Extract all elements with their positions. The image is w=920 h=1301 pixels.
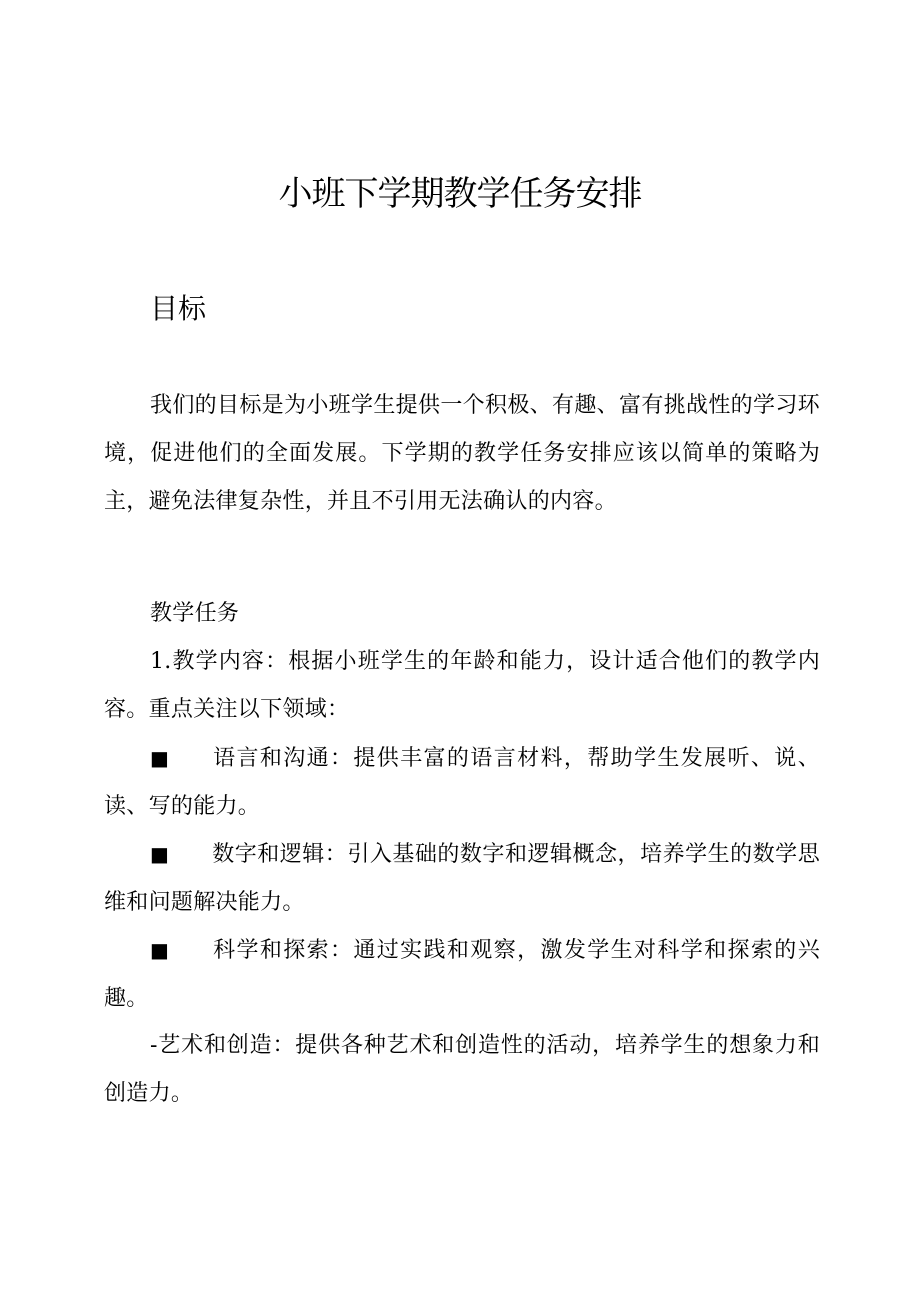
document-title: 小班下学期教学任务安排 — [278, 174, 642, 214]
bullet-item-math — [104, 830, 820, 927]
task-item-1: 1.教学内容：根据小班学生的年龄和能力，设计适合他们的教学内容。重点关注以下领域： — [104, 649, 820, 722]
bullet-text: 语言和沟通：提供丰富的语言材料，帮助学生发展听、说、读、写的能力。 — [104, 746, 820, 819]
bullet-item-language — [104, 734, 820, 831]
intro-paragraph: 我们的目标是为小班学生提供一个积极、有趣、富有挑战性的学习环境，促进他们的全面发展。下学期的教学任务安排应该以简单的策略为主，避免法律复杂性，并且不引用无法确认的内容。 — [104, 393, 820, 514]
bullet-square-icon: ■ — [150, 746, 170, 770]
tasks-heading: 教学任务 — [150, 601, 240, 626]
section-heading-goals: 目标 — [150, 292, 207, 325]
bullet-square-icon: ■ — [150, 842, 170, 866]
dash-item-art: -艺术和创造：提供各种艺术和创造性的活动，培养学生的想象力和创造力。 — [104, 1033, 820, 1106]
bullet-square-icon: ■ — [150, 938, 170, 962]
bullet-item-science — [104, 926, 820, 1023]
bullet-text: 数字和逻辑：引入基础的数字和逻辑概念，培养学生的数学思维和问题解决能力。 — [104, 842, 820, 915]
bullet-text: 科学和探索：通过实践和观察，激发学生对科学和探索的兴趣。 — [104, 938, 820, 1011]
